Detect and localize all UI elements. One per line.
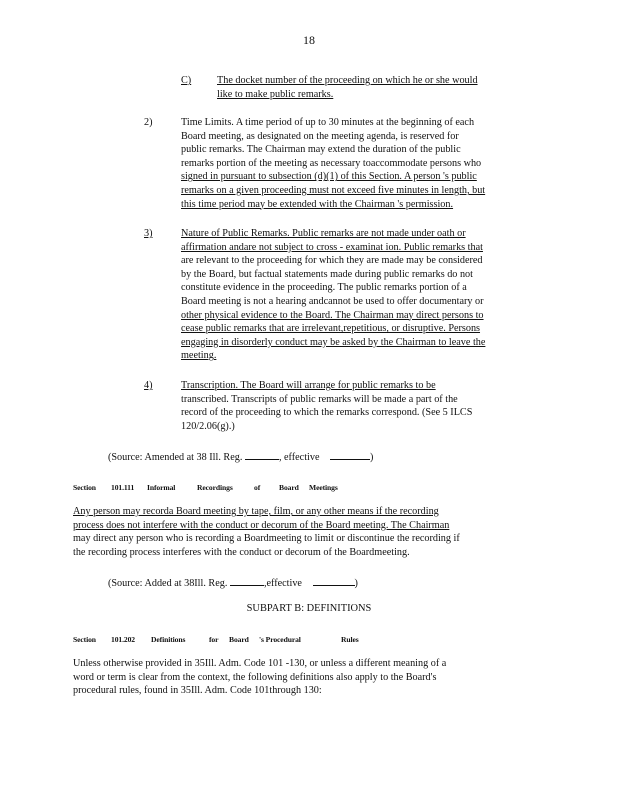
item-3-line: meeting. <box>181 350 217 362</box>
heading-part: Rules <box>341 635 359 644</box>
heading-part: of <box>254 483 261 492</box>
item-4-line: record of the proceeding to which the remarks correspond. (See 5 ILCS <box>181 407 473 419</box>
register-page-blank <box>245 450 279 460</box>
heading-part: Recordings <box>197 483 233 492</box>
item-4-text <box>181 379 551 433</box>
item-4-line: Transcription. The Board will arrange for public remarks to be <box>181 380 436 391</box>
item-3-line: by the Board, but factual statements made during public remarks do not <box>181 268 473 280</box>
heading-part: 's Procedural <box>259 635 301 644</box>
item-3-line: affirmation andare not subject to cross - examinat ion. Public remarks that <box>181 241 483 253</box>
item-3-line: engaging in disorderly conduct may be asked by the Chairman to leave the <box>181 336 486 348</box>
subpart-heading: SUBPART B: DEFINITIONS <box>246 603 372 614</box>
item-3-line: cease public remarks that are irrelevant,repetitious, or disruptive. Persons <box>181 323 481 335</box>
paragraph-line: Unless otherwise provided in 35Ill. Adm. Code 101 -130, or unless a different meaning of a <box>73 658 447 669</box>
source-middle: , effective <box>278 452 320 463</box>
item-c-label: C) <box>181 75 192 86</box>
item-3-line: Board meeting is not a hearing andcannot be used to offer documentary or <box>181 295 484 307</box>
item-2-label: 2) <box>144 117 153 128</box>
item-2-line: Time Limits. A time period of up to 30 minutes at the beginning of each <box>181 117 475 128</box>
source-suffix: ) <box>370 452 374 463</box>
source-note-added <box>108 576 428 591</box>
item-3-text <box>181 227 551 363</box>
paragraph-line: the recording process interferes with the conduct or decorum of the Boardmeeting. <box>73 546 410 558</box>
heading-part: 101.111 <box>111 483 135 492</box>
heading-part: Informal <box>147 483 176 492</box>
heading-part: Definitions <box>151 635 186 644</box>
effective-date-blank <box>330 450 370 460</box>
source-prefix: (Source: Amended at 38 Ill. Reg. <box>108 452 243 463</box>
effective-date-blank <box>313 576 355 586</box>
paragraph-line: procedural rules, found in 35Ill. Adm. Code 101through 130: <box>73 685 322 697</box>
heading-part: Section <box>73 635 96 644</box>
item-3-line: Nature of Public Remarks. Public remarks are not made under oath or <box>181 228 466 239</box>
item-3-line: are relevant to the proceeding for which they are made may be considered <box>181 255 483 267</box>
register-page-blank <box>230 576 264 586</box>
item-2-line: this time period may be extended with the Chairman 's permission. <box>181 198 454 210</box>
item-3-label: 3) <box>144 228 153 239</box>
paragraph-line: process does not interfere with the conduct or decorum of the Board meeting. The Chairman <box>73 519 450 531</box>
item-2-line: Board meeting, as designated on the meeting agenda, is reserved for <box>181 130 459 142</box>
section-111-paragraph <box>73 505 543 559</box>
section-heading-101-202 <box>73 633 371 647</box>
heading-part: for <box>209 635 219 644</box>
item-4-line: transcribed. Transcripts of public remarks will be made a part of the <box>181 393 458 405</box>
heading-part: Board <box>279 483 299 492</box>
item-3-line: constitute evidence in the proceeding. The public remarks portion of a <box>181 282 467 294</box>
section-202-paragraph <box>73 657 543 698</box>
item-2-line: remarks portion of the meeting as necessary toaccommodate persons who <box>181 157 482 169</box>
paragraph-line: Any person may recorda Board meeting by tape, film, or any other means if the recording <box>73 506 439 517</box>
item-2-text <box>181 116 551 211</box>
heading-part: Meetings <box>309 483 338 492</box>
item-c-text <box>217 74 537 101</box>
heading-part: Section <box>73 483 96 492</box>
item-4-label: 4) <box>144 380 153 391</box>
item-c-line: The docket number of the proceeding on which he or she would <box>217 75 478 86</box>
source-middle: ,effective <box>263 578 302 589</box>
page-number: 18 <box>303 33 315 47</box>
item-c-line: like to make public remarks. <box>217 88 334 100</box>
item-4-line: 120/2.06(g).) <box>181 420 235 432</box>
section-heading-101-111 <box>73 481 363 495</box>
paragraph-line: may direct any person who is recording a Boardmeeting to limit or discontinue the recording if <box>73 533 460 545</box>
source-note-amended <box>108 450 428 465</box>
heading-part: Board <box>229 635 249 644</box>
item-2-line: remarks on a given proceeding must not exceed five minutes in length, but <box>181 184 486 196</box>
item-3-line: other physical evidence to the Board. The Chairman may direct persons to <box>181 309 484 321</box>
source-prefix: (Source: Added at 38Ill. Reg. <box>108 578 228 589</box>
item-2-line: public remarks. The Chairman may extend the duration of the public <box>181 144 461 156</box>
item-2-line: signed in pursuant to subsection (d)(1) of this Section. A person 's public <box>181 171 477 183</box>
heading-part: 101.202 <box>111 635 135 644</box>
paragraph-line: word or term is clear from the context, the following definitions also apply to the Board's <box>73 671 437 683</box>
source-suffix: ) <box>354 578 358 589</box>
